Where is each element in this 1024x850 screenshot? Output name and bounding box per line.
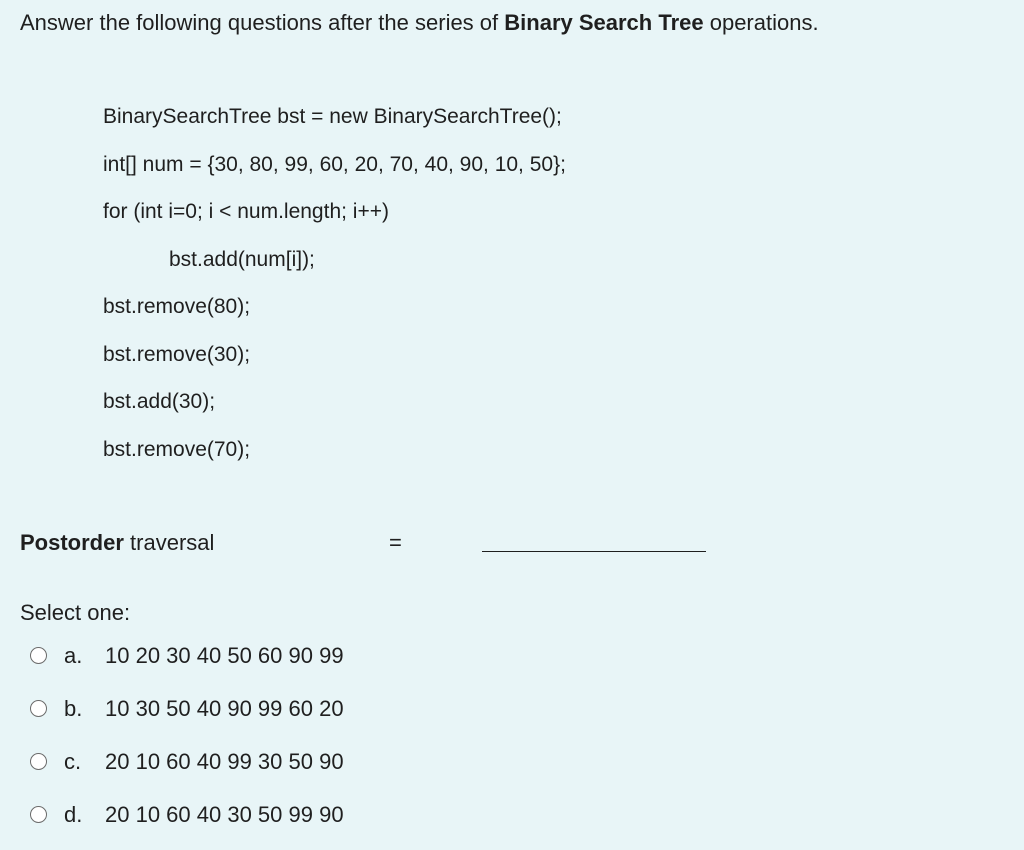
radio-button[interactable] bbox=[30, 806, 47, 823]
code-line: for (int i=0; i < num.length; i++) bbox=[103, 200, 389, 223]
radio-button[interactable] bbox=[30, 753, 47, 770]
option-letter: b. bbox=[64, 695, 83, 721]
code-line: bst.add(num[i]); bbox=[169, 247, 315, 271]
radio-button[interactable] bbox=[30, 647, 47, 664]
option-text: 10 20 30 40 50 60 90 99 bbox=[105, 642, 344, 668]
option-text: 10 30 50 40 90 99 60 20 bbox=[105, 695, 344, 721]
option-letter: c. bbox=[64, 748, 82, 774]
question-suffix: operations. bbox=[703, 10, 819, 35]
code-line: BinarySearchTree bst = new BinarySearchTree(); bbox=[103, 105, 562, 128]
answer-options bbox=[30, 638, 344, 850]
traversal-question bbox=[20, 528, 720, 560]
traversal-label bbox=[20, 528, 214, 558]
question-prefix: Answer the following questions after the series of bbox=[20, 10, 505, 35]
code-line: bst.remove(80); bbox=[103, 295, 251, 318]
question-text bbox=[20, 8, 819, 38]
code-line: int[] num = {30, 80, 99, 60, 20, 70, 40, 90, 10, 50}; bbox=[103, 152, 566, 176]
answer-blank bbox=[482, 551, 706, 552]
option-text: 20 10 60 40 99 30 50 90 bbox=[105, 748, 344, 774]
option-letter: d. bbox=[64, 801, 83, 827]
traversal-emphasis: Postorder bbox=[20, 530, 124, 555]
select-prompt: Select one: bbox=[20, 600, 131, 625]
question-emphasis: Binary Search Tree bbox=[504, 10, 704, 35]
code-line: bst.add(30); bbox=[103, 390, 216, 413]
option-a[interactable] bbox=[30, 638, 344, 691]
option-d[interactable] bbox=[30, 797, 344, 850]
option-letter: a. bbox=[64, 642, 83, 668]
code-block bbox=[103, 98, 566, 478]
option-b[interactable] bbox=[30, 691, 344, 744]
traversal-label-text: traversal bbox=[123, 530, 215, 555]
option-text: 20 10 60 40 30 50 99 90 bbox=[105, 801, 344, 827]
equals-sign: = bbox=[389, 530, 402, 555]
code-line: bst.remove(70); bbox=[103, 437, 251, 461]
radio-button[interactable] bbox=[30, 700, 47, 717]
code-line: bst.remove(30); bbox=[103, 342, 251, 366]
option-c[interactable] bbox=[30, 744, 344, 797]
